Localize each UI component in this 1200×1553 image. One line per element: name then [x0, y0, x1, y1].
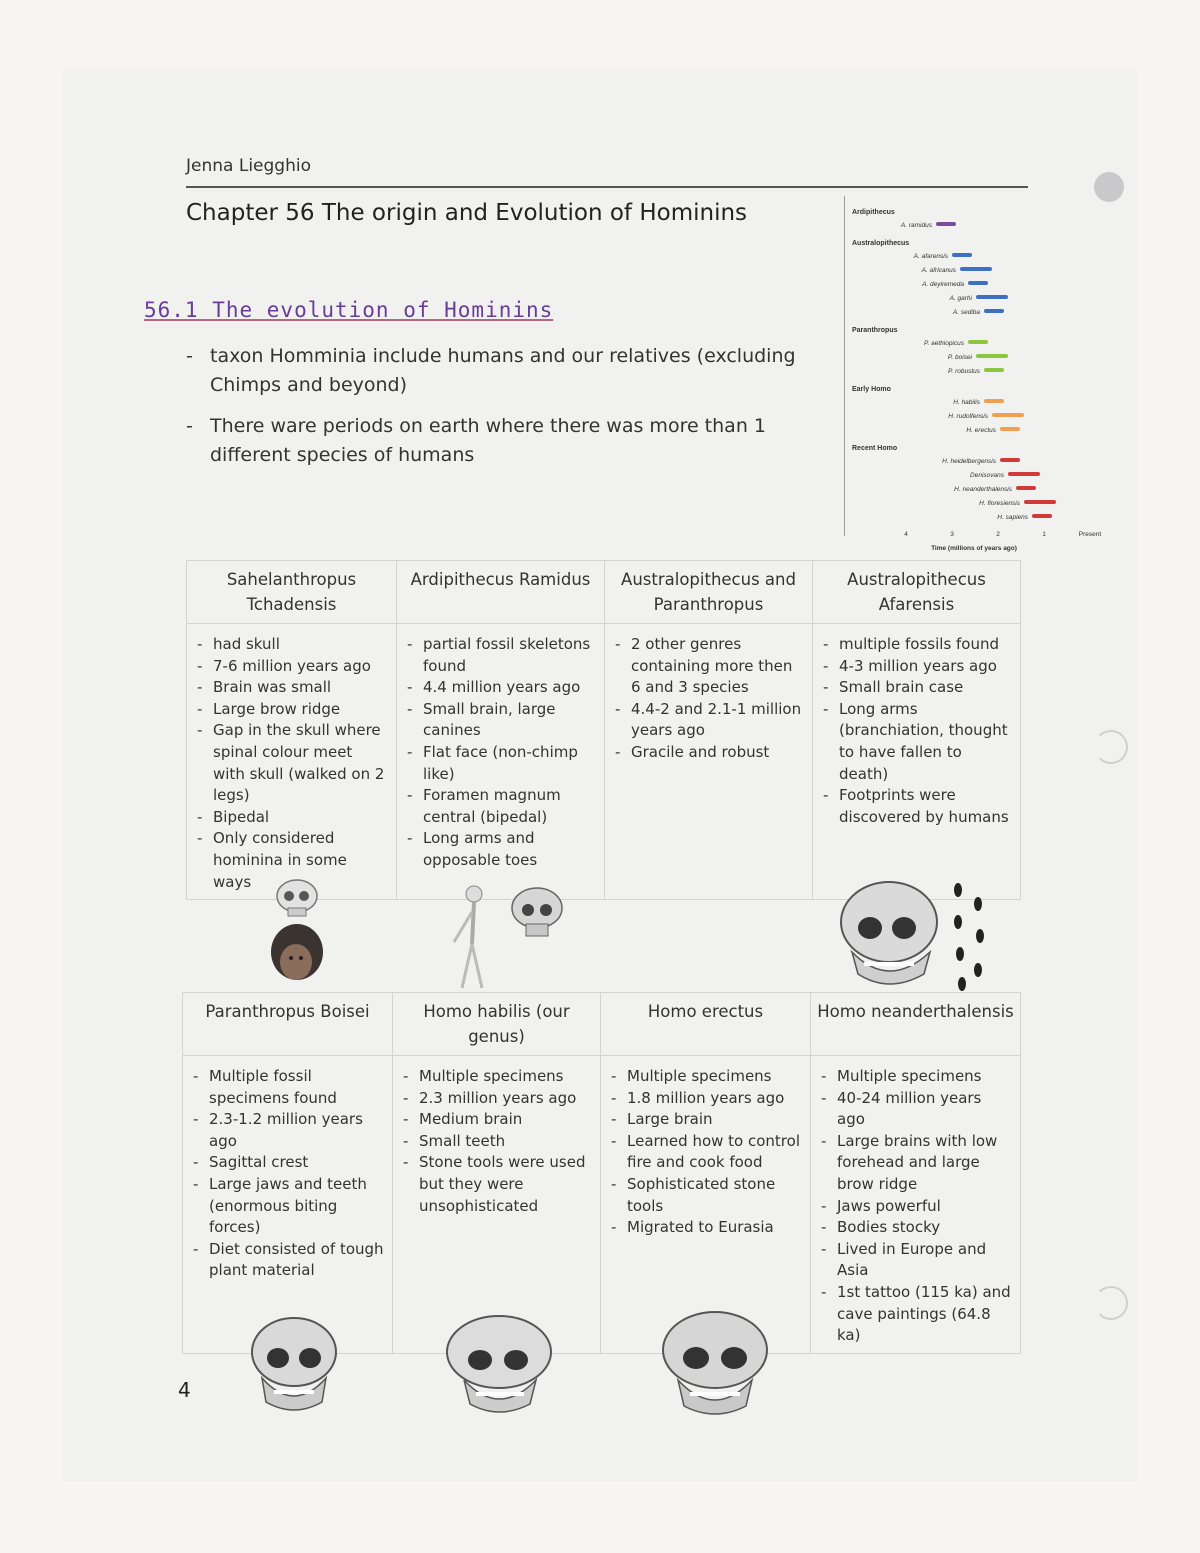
table-header-row: [187, 561, 1021, 624]
taxon-range-bar: [936, 222, 956, 226]
table-cell: [811, 1056, 1021, 1354]
cell-bullet: - Stone tools were used but they were unsophisticated: [401, 1152, 592, 1217]
cell-bullet: - had skull: [195, 634, 388, 656]
sahelanthropus-reconstruction-image: [266, 922, 328, 988]
cell-bullet: - Brain was small: [195, 677, 388, 699]
hominin-table-1: [186, 560, 1021, 900]
table-header-cell: Australopithecus and Paranthropus: [605, 561, 813, 624]
cell-bullet: - Gracile and robust: [613, 742, 804, 764]
cell-bullet: - Long arms (branchiation, thought to have fallen to death): [821, 699, 1012, 785]
taxon-label: H. rudolfensis: [948, 413, 988, 420]
cell-bullet: - Long arms and opposable toes: [405, 828, 596, 871]
cell-bullet: - Small brain, large canines: [405, 699, 596, 742]
cell-bullet: - Jaws powerful: [819, 1196, 1012, 1218]
taxon-range-bar: [1024, 500, 1056, 504]
taxon-label: P. aethiopicus: [924, 340, 964, 347]
cell-bullet: - 4-3 million years ago: [821, 656, 1012, 678]
table-body-row: [183, 1056, 1021, 1354]
taxon-range-bar: [960, 267, 992, 271]
taxon-label: H. habilis: [953, 399, 980, 406]
clade-label: Early Homo: [852, 386, 891, 393]
table-cell: [187, 624, 397, 900]
taxon-label: H. erectus: [966, 427, 996, 434]
chapter-title: Chapter 56 The origin and Evolution of Hominins: [186, 200, 748, 226]
taxon-range-bar: [992, 413, 1024, 417]
clade-label: Paranthropus: [852, 327, 898, 334]
footprints-image: [944, 878, 994, 994]
taxon-label: A. deyiremeda: [922, 281, 964, 288]
clade-label: Recent Homo: [852, 445, 898, 452]
taxon-range-bar: [976, 295, 1008, 299]
axis-tick-label: 1: [1042, 531, 1046, 538]
taxon-range-bar: [1000, 427, 1020, 431]
table-header-cell: Sahelanthropus Tchadensis: [187, 561, 397, 624]
cell-bullet: - Flat face (non-chimp like): [405, 742, 596, 785]
taxon-range-bar: [952, 253, 972, 257]
sahelanthropus-skull-image: [272, 878, 322, 920]
cell-bullet: - 4.4 million years ago: [405, 677, 596, 699]
section-title-text: 56.1 The evolution of Hominins: [144, 298, 554, 322]
table-header-row: [183, 993, 1021, 1056]
cell-bullet: - Learned how to control fire and cook food: [609, 1131, 802, 1174]
cell-bullet: - Medium brain: [401, 1109, 592, 1131]
afarensis-skull-image: [834, 878, 944, 992]
cell-bullet: - Small teeth: [401, 1131, 592, 1153]
cell-bullet: - 1.8 million years ago: [609, 1088, 802, 1110]
homo-erectus-skull-image: [658, 1308, 772, 1420]
table-cell: [813, 624, 1021, 900]
paranthropus-skull-image: [246, 1312, 342, 1414]
axis-tick-label: 2: [996, 531, 1000, 538]
taxon-range-bar: [1016, 486, 1036, 490]
table-cell: [183, 1056, 393, 1354]
cell-bullet: - 2 other genres containing more then 6 and 3 species: [613, 634, 804, 699]
taxon-range-bar: [968, 281, 988, 285]
table-header-cell: Homo habilis (our genus): [393, 993, 601, 1056]
intro-bullet: - taxon Homminia include humans and our relatives (excluding Chimps and beyond): [186, 342, 826, 400]
taxon-range-bar: [968, 340, 988, 344]
cell-bullet: - Lived in Europe and Asia: [819, 1239, 1012, 1282]
section-title: [144, 298, 553, 322]
cell-bullet: - 7-6 million years ago: [195, 656, 388, 678]
cell-bullet: - Multiple fossil specimens found: [191, 1066, 384, 1109]
clade-label: Australopithecus: [852, 240, 910, 247]
table-header-cell: Australopithecus Afarensis: [813, 561, 1021, 624]
cell-bullet: - Footprints were discovered by humans: [821, 785, 1012, 828]
cell-bullet: - Foramen magnum central (bipedal): [405, 785, 596, 828]
taxon-label: A. ramidus: [900, 222, 932, 229]
cell-bullet: - Only considered hominina in some ways: [195, 828, 388, 893]
taxon-range-bar: [976, 354, 1008, 358]
taxon-label: H. floresiensis: [979, 500, 1020, 507]
cell-bullet: - partial fossil skeletons found: [405, 634, 596, 677]
taxon-label: Denisovans: [970, 472, 1004, 479]
cell-bullet: - Large jaws and teeth (enormous biting forces): [191, 1174, 384, 1239]
cell-bullet: - multiple fossils found: [821, 634, 1012, 656]
intro-bullet: - There ware periods on earth where there was more than 1 different species of humans: [186, 412, 826, 470]
cell-bullet: - 2.3 million years ago: [401, 1088, 592, 1110]
table-cell: [393, 1056, 601, 1354]
page-number: 4: [178, 1378, 191, 1402]
taxon-label: H. sapiens: [997, 514, 1028, 521]
intro-bullet-list: [186, 342, 826, 482]
cell-bullet: - 2.3-1.2 million years ago: [191, 1109, 384, 1152]
taxon-label: A. sediba: [952, 309, 980, 316]
cell-bullet: - Large brain: [609, 1109, 802, 1131]
cell-bullet: - 1st tattoo (115 ka) and cave paintings (64.8 ka): [819, 1282, 1012, 1347]
taxon-label: A. afarensis: [913, 253, 948, 260]
cell-bullet: - Diet consisted of tough plant material: [191, 1239, 384, 1282]
cell-bullet: - Sophisticated stone tools: [609, 1174, 802, 1217]
taxon-range-bar: [984, 368, 1004, 372]
table-cell: [605, 624, 813, 900]
homo-habilis-skull-image: [440, 1310, 558, 1418]
taxon-range-bar: [1000, 458, 1020, 462]
cell-bullet: - Large brains with low forehead and large brow ridge: [819, 1131, 1012, 1196]
cell-bullet: - Multiple specimens: [609, 1066, 802, 1088]
taxon-range-bar: [1008, 472, 1040, 476]
cell-bullet: - 4.4-2 and 2.1-1 million years ago: [613, 699, 804, 742]
ardipithecus-skull-image: [508, 884, 566, 940]
cell-bullet: - Bipedal: [195, 807, 388, 829]
cell-bullet: - Large brow ridge: [195, 699, 388, 721]
hominin-phylogeny-chart: [844, 196, 1104, 556]
table-header-cell: Ardipithecus Ramidus: [397, 561, 605, 624]
table-header-cell: Homo erectus: [601, 993, 811, 1056]
clade-label: Ardipithecus: [852, 209, 895, 216]
binder-hole-ring: [1094, 1286, 1128, 1320]
author-name: Jenna Liegghio: [186, 156, 311, 176]
taxon-label: A. africanus: [921, 267, 956, 274]
phylogeny-svg: [844, 196, 1104, 556]
cell-bullet: - Migrated to Eurasia: [609, 1217, 802, 1239]
taxon-label: H. heidelbergensis: [942, 458, 996, 465]
table-header-cell: Paranthropus Boisei: [183, 993, 393, 1056]
table-cell: [397, 624, 605, 900]
cell-bullet: - Sagittal crest: [191, 1152, 384, 1174]
table-body-row: [187, 624, 1021, 900]
ardipithecus-skeleton-image: [444, 884, 494, 992]
cell-bullet: - 40-24 million years ago: [819, 1088, 1012, 1131]
table-header-cell: Homo neanderthalensis: [811, 993, 1021, 1056]
taxon-range-bar: [984, 309, 1004, 313]
taxon-range-bar: [1032, 514, 1052, 518]
axis-tick-label: Present: [1078, 531, 1102, 538]
taxon-range-bar: [984, 399, 1004, 403]
binder-hole-ring: [1094, 730, 1128, 764]
cell-bullet: - Multiple specimens: [819, 1066, 1012, 1088]
hominin-table-2: [182, 992, 1021, 1354]
axis-tick-label: 3: [950, 531, 954, 538]
cell-bullet: - Multiple specimens: [401, 1066, 592, 1088]
taxon-label: P. boisei: [947, 354, 972, 361]
taxon-label: P. robustus: [947, 368, 980, 375]
cell-bullet: - Gap in the skull where spinal colour meet with skull (walked on 2 legs): [195, 720, 388, 806]
cell-bullet: - Small brain case: [821, 677, 1012, 699]
cell-bullet: - Bodies stocky: [819, 1217, 1012, 1239]
axis-title: Time (millions of years ago): [931, 545, 1017, 552]
taxon-label: A. garhi: [949, 295, 972, 302]
axis-tick-label: 4: [904, 531, 908, 538]
header-divider: [186, 186, 1028, 188]
taxon-label: H. neanderthalensis: [954, 486, 1012, 493]
